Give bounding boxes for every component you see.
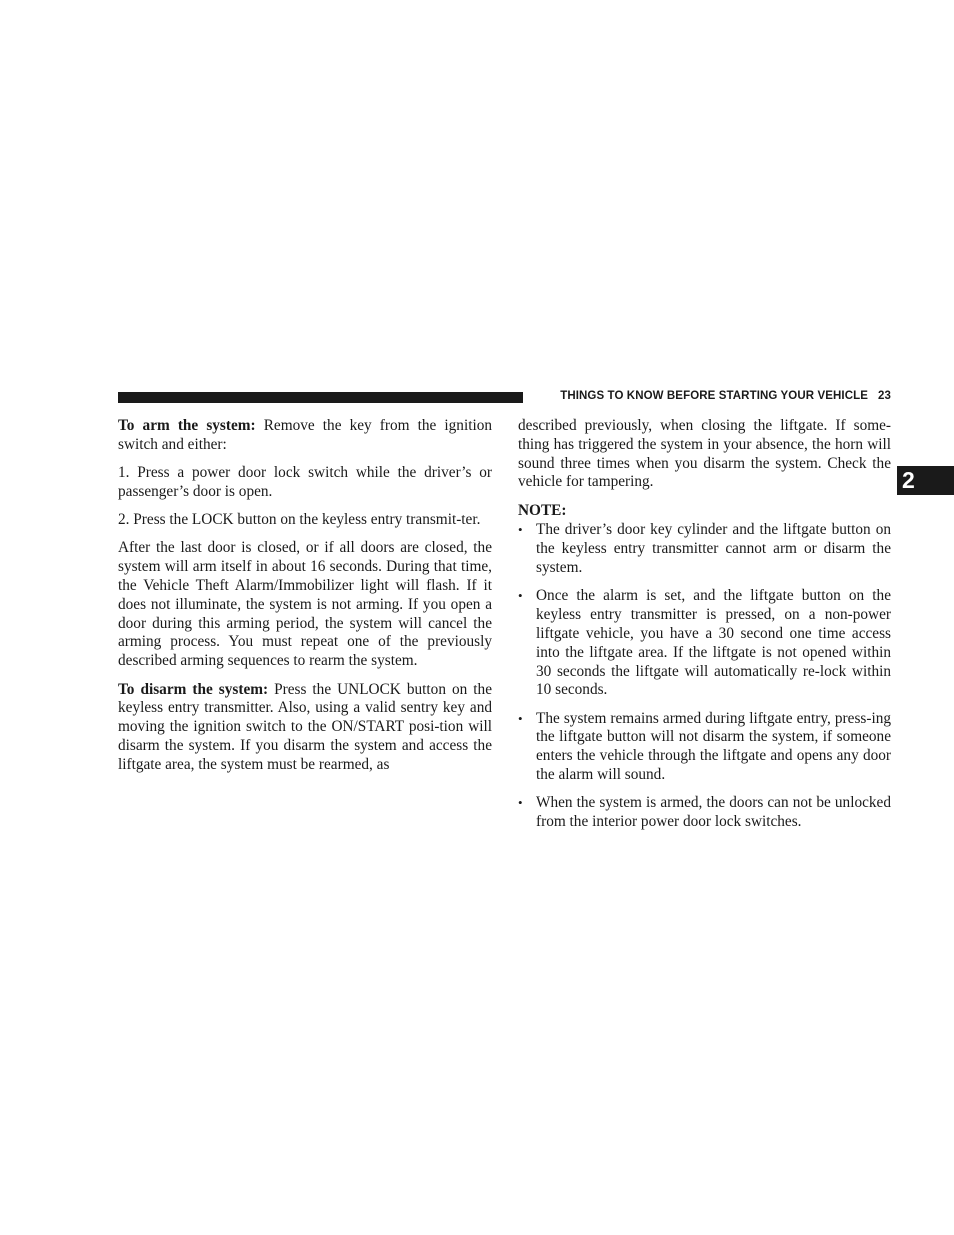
page-number: 23 [878,390,891,402]
bullet-icon: • [518,795,523,811]
note-list [518,521,891,831]
list-item [518,587,891,700]
running-header [533,390,891,402]
arm-paragraph [118,417,492,455]
list-item [518,794,891,832]
arm-text: Remove the key from the ignition switch and either: [118,417,492,453]
chapter-tab [897,466,954,495]
bullet-icon: • [518,588,523,604]
arm-lead: To arm the system: [118,417,256,434]
disarm-paragraph [118,681,492,775]
list-item [518,521,891,577]
chapter-number: 2 [902,467,915,493]
list-item [518,710,891,785]
bullet-icon: • [518,522,523,538]
bullet-icon: • [518,710,523,726]
note-text: The driver’s door key cylinder and the liftgate button on the keyless entry transmitter cannot arm or disarm the system. [536,521,891,577]
note-text: When the system is armed, the doors can not be unlocked from the interior power door lock switches. [536,794,891,831]
right-column [518,417,891,841]
continuation-paragraph: described previously, when closing the liftgate. If some-thing has triggered the system in your absence, the horn will sound three times when you disarm the system. Check the vehicle for tampering. [518,417,891,491]
arming-details-paragraph: After the last door is closed, or if all doors are closed, the system will arm itself in about 16 seconds. During that time, the Vehicle Theft Alarm/Immobilizer light will flash. If it does not illuminate, the system is not arming. If you open a door during this arming period, the system will cancel the arming process. You must repeat one of the previously described arming sequences to rearm the system. [118,539,492,670]
header-rule-bar [118,392,523,403]
arm-step-2: 2. Press the LOCK button on the keyless entry transmit-ter. [118,511,481,529]
left-column [118,417,492,784]
section-title: THINGS TO KNOW BEFORE STARTING YOUR VEHICLE [560,390,868,402]
disarm-lead: To disarm the system: [118,680,269,698]
note-heading: NOTE: [518,501,567,519]
disarm-text: Press the UNLOCK button on the keyless entry transmitter. Also, using a valid sentry key and moving the ignition switch to the ON/START posi-tion will disarm the system. If you disarm the system and access the liftgate area, the system must be rearmed, as [118,680,492,773]
note-text: Once the alarm is set, and the liftgate button on the keyless entry transmitter is pressed, on a non-power liftgate vehicle, you have a 30 second one time access into the liftgate area. If the liftgate is not opened within 30 seconds the liftgate will automatically re-lock within 10 seconds. [536,587,891,699]
note-text: The system remains armed during liftgate entry, press-ing the liftgate button will not disarm the system, if someone enters the vehicle through the liftgate and opens any door the alarm will sound. [536,709,891,784]
arm-step-1: 1. Press a power door lock switch while the driver’s or passenger’s door is open. [118,464,492,500]
